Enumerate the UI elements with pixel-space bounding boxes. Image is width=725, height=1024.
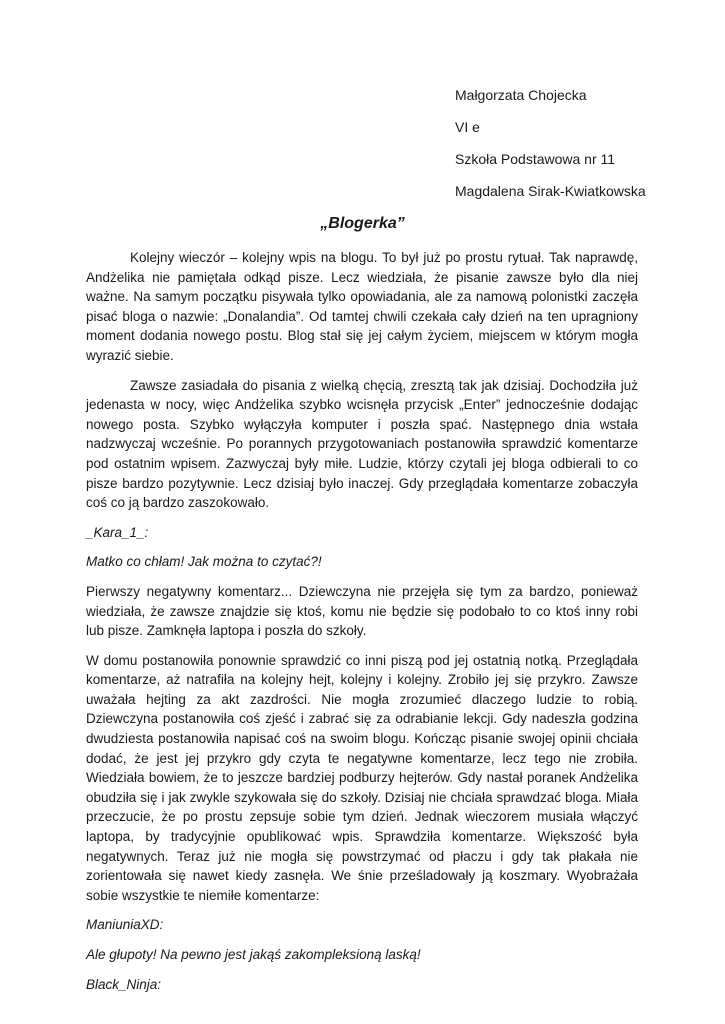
paragraph-morning: Zawsze zasiadała do pisania z wielką chęcią, zresztą tak jak dzisiaj. Dochodziła już jedenasta w nocy, więc Andżelika szybko wcisnęła przycisk „Enter” jednocześnie dodając nowego posta. Szybko wyłączyła komputer i poszła spać. Następnego dnia wstała nadzwyczaj wcześnie. Po porannych przygotowaniach postanowiła sprawdzić komentarze pod ostatnim wpisem. Zazwyczaj były miłe. Ludzie, którzy czytali jej bloga odbierali to co pisze bardzo pozytywnie. Lecz dzisiaj było inaczej. Gdy przeglądała komentarze zobaczyła coś co ją bardzo zaszokowało. — [86, 377, 638, 511]
story-title: „Blogerka” — [320, 215, 405, 232]
comment-text-maniunia: Ale głupoty! Na pewno jest jakąś zakompleksioną laską! — [86, 947, 421, 962]
paragraph-intro: Kolejny wieczór – kolejny wpis na blogu. To był już po prostu rytuał. Tak naprawdę, Andżelika nie pamiętała odkąd pisze. Lecz wiedziała, że pisanie zawsze było dla niej ważne. Na samym początku pisywała tylko opowiadania, ale za namową polonistki zaczęła pisać bloga o nazwie: „Donalandia”. Od tamtej chwili czekała cały dzień na ten upragniony moment dodania nowego postu. Blog stał się jej całym życiem, miejscem w którym mogła wyrazić siebie. — [86, 250, 638, 363]
author-header — [455, 86, 715, 214]
comment-text-kara: Matko co chłam! Jak można to czytać?! — [86, 554, 322, 570]
author-name: Małgorzata Chojecka — [455, 87, 587, 103]
story-body — [86, 248, 638, 1004]
teacher-name: Magdalena Sirak-Kwiatkowska — [455, 183, 646, 199]
comment-author-kara: _Kara_1_: — [86, 524, 149, 540]
class-name: VI e — [455, 119, 480, 135]
school-name: Szkoła Podstawowa nr 11 — [455, 151, 616, 167]
comment-author-maniunia: ManiuniaXD: — [86, 917, 164, 933]
comment-author-black-ninja: Black_Ninja: — [86, 976, 162, 992]
paragraph-first-comment: Pierwszy negatywny komentarz... Dziewczyna nie przejęła się tym za bardzo, ponieważ wiedziała, że zawsze znajdzie się ktoś, komu nie będzie się podobało to co ktoś inny robi lub pisze. Zamknęła laptopa i poszła do szkoły. — [86, 583, 638, 639]
paragraph-home: W domu postanowiła ponownie sprawdzić co inni piszą pod jej ostatnią notką. Przeglądała komentarze, aż natrafiła na kolejny hejt, kolejny i kolejny. Zrobiło jej się przykro. Zawsze uważała hejting za akt zazdrości. Nie mogła zrozumieć dlaczego ludzie to robią. Dziewczyna postanowiła coś zjeść i zabrać się za odrabianie lekcji. Gdy nadeszła godzina dwudziesta postanowiła napisać coś na swoim blogu. Kończąc pisanie swojej opinii chciała dodać, że jest jej przykro gdy czyta te negatywne komentarze, lecz tego nie zrobiła. Wiedziała bowiem, że to jeszcze bardziej podburzy hejterów. Gdy nastał poranek Andżelika obudziła się i jak zwykle szykowała się do szkoły. Dzisiaj nie chciała sprawdzać bloga. Miała przeczucie, że po prostu zepsuje sobie tym dzień. Jednak wieczorem musiała włączyć laptopa, by tradycyjnie opublikować wpis. Sprawdziła komentarze. Większość była negatywnych. Teraz już nie mogła się powstrzymać od płaczu i gdy tak płakała nie zorientowała się nawet kiedy zasnęła. We śnie prześladowały ją koszmary. Wyobrażała sobie wszystkie te niemiłe komentarze: — [86, 652, 638, 903]
